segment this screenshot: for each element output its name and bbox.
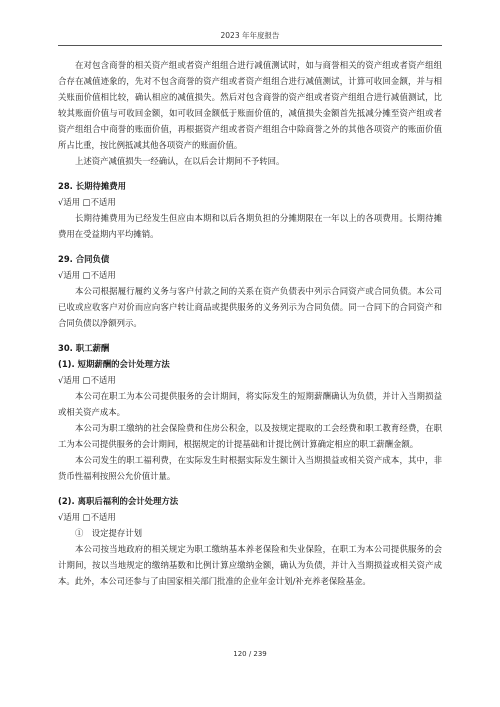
page-content <box>58 57 442 589</box>
short-term-pay-paragraph-3: 本公司发生的职工福利费，在实际发生时根据实际发生额计入当期损益或相关资产成本，其中，非货币性福利按照公允价值计量。 <box>58 455 442 481</box>
post-employment-paragraph: 本公司按当地政府的相关规定为职工缴纳基本养老保险和失业保险，在职工为本公司提供服务的会计期间，按以当地规定的缴纳基数和比例计算应缴纳金额，确认为负债，并计入当期损益或相关资产成本。此外，本公司还参与了由国家相关部门批准的企业年金计划/补充养老保险基金。 <box>58 544 442 586</box>
section-30-2-heading: (2). 离职后福利的会计处理方法 <box>58 496 179 506</box>
section-28-applicability: √适用 □不适用 <box>58 197 116 207</box>
short-term-pay-paragraph-2: 本公司为职工缴纳的社会保险费和住房公积金，以及按规定提取的工会经费和职工教育经费，在职工为本公司提供服务的会计期间，根据规定的计提基础和计提比例计算确定相应的职工薪酬金额。 <box>58 423 442 449</box>
goodwill-impairment-paragraph: 在对包含商誉的相关资产组或者资产组组合进行减值测试时，如与商誉相关的资产组或者资产组组合存在减值迹象的，先对不包含商誉的资产组或者资产组组合进行减值测试，计算可收回金额，并与相关账面价值相比较，确认相应的减值损失。然后对包含商誉的资产组或者资产组组合进行减值测试，比较其账面价值与可收回金额，如可收回金额低于账面价值的，减值损失金额首先抵减分摊至资产组或者资产组组合中商誉的账面价值，再根据资产组或者资产组组合中除商誉之外的其他各项资产的账面价值所占比重，按比例抵减其他各项资产的账面价值。 <box>58 60 442 150</box>
section-30-2-applicability: √适用 □不适用 <box>58 512 116 522</box>
header-divider <box>58 45 442 46</box>
section-30-heading: 30. 职工薪酬 <box>58 343 110 353</box>
report-header-title: 2023 年年度报告 <box>220 31 280 40</box>
section-28-paragraph: 长期待摊费用为已经发生但应由本期和以后各期负担的分摊期限在一年以上的各项费用。长期待摊费用在受益期内平均摊销。 <box>58 213 442 239</box>
section-30-1-applicability: √适用 □不适用 <box>58 375 116 385</box>
section-29-heading: 29. 合同负债 <box>58 254 110 264</box>
section-28-heading: 28. 长期待摊费用 <box>58 181 127 191</box>
defined-contribution-plan-item: ① 设定提存计划 <box>75 528 142 538</box>
section-29-applicability: √适用 □不适用 <box>58 270 116 280</box>
section-29-paragraph: 本公司根据履行履约义务与客户付款之间的关系在资产负债表中列示合同资产或合同负债。本公司已收或应收客户对价而应向客户转让商品或提供服务的义务列示为合同负债。同一合同下的合同资产和合同负债以净额列示。 <box>58 286 442 328</box>
section-30-1-heading: (1). 短期薪酬的会计处理方法 <box>58 359 170 369</box>
page-number: 120 / 239 <box>233 650 267 658</box>
impairment-no-reversal-paragraph: 上述资产减值损失一经确认，在以后会计期间不予转回。 <box>75 156 285 166</box>
short-term-pay-paragraph-1: 本公司在职工为本公司提供服务的会计期间，将实际发生的短期薪酬确认为负债，并计入当期损益或相关资产成本。 <box>58 391 442 417</box>
